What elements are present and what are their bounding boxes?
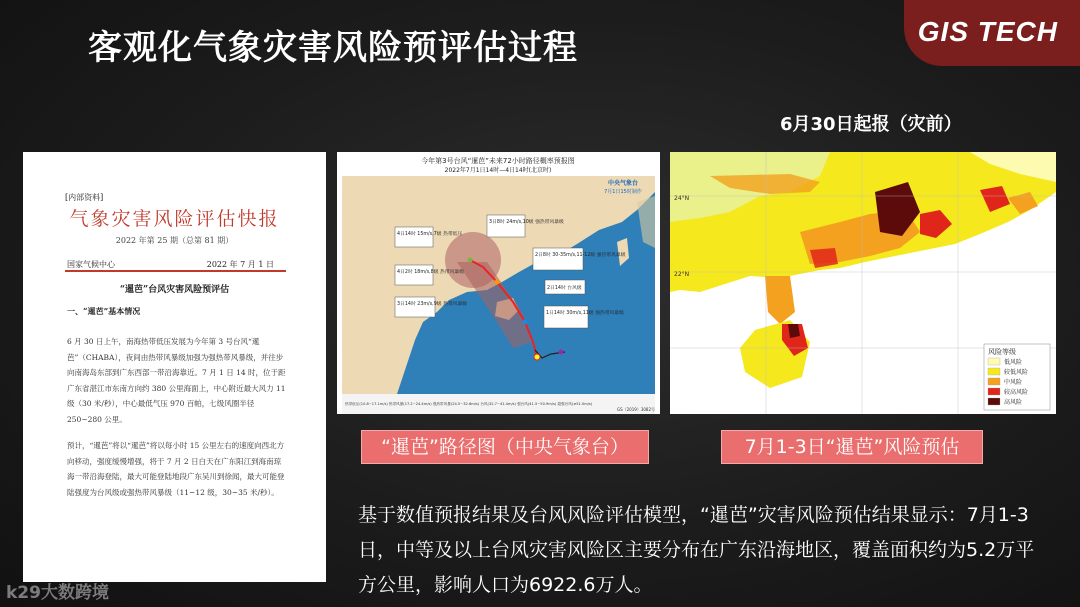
risk-legend <box>984 344 1050 410</box>
legend-title: 风险等级 <box>988 348 1016 356</box>
lat-label-22: 22°N <box>674 271 690 278</box>
track-map-caption: “暹芭”路径图（中央气象台） <box>361 430 649 464</box>
risk-map-caption: 7月1-3日“暹芭”风险预估 <box>721 430 983 464</box>
doc-date: 2022 年 7 月 1 日 <box>206 260 274 269</box>
track-label-4: 2日8时 30-35m/s,11-12级 强热带风暴级 <box>535 253 626 258</box>
doc-title: 气象灾害风险评估快报 <box>69 208 280 230</box>
track-label-1: 3日8时 24m/s,10级 强热带风暴级 <box>489 220 564 225</box>
track-agency: 中央气象台 <box>607 180 639 187</box>
track-label-6: 1日14时 30m/s,11级 强热带风暴级 <box>546 311 624 316</box>
doc-tag: [内部资料] <box>65 193 104 202</box>
track-legend: 热带低压(10.8~17.1m/s) 热带风暴(17.2~24.4m/s) 强热带风暴(24.5~32.6m/s) 台风(32.7~41.4m/s) 强台风(41.5~50.9m/s) 超强台风(≥51.0m/s) <box>345 402 593 406</box>
legend-low: 低风险 <box>1004 359 1023 366</box>
track-label-2: 4日14时 15m/s,7级 热带低压 <box>397 232 463 237</box>
legend-higher: 较高风险 <box>1004 389 1029 396</box>
doc-issue: 2022 年第 25 期（总第 81 期） <box>115 236 234 245</box>
legend-lower: 较低风险 <box>1004 369 1029 376</box>
track-map-code: GS（2019）3082号 <box>617 407 655 412</box>
summary-text: 基于数值预报结果及台风风险评估模型，“暹芭”灾害风险预估结果显示：7月1-3日，中等及以上台风灾害风险区主要分布在广东沿海地区，覆盖面积约为5.2万平方公里，影响人口为6922.6万人。 <box>358 504 1035 596</box>
brand-logo: GIS TECH <box>917 16 1058 47</box>
doc-divider <box>65 270 286 272</box>
track-label-5: 2日14时 台风级 <box>547 286 582 291</box>
doc-subtitle: “暹芭”台风灾害风险预评估 <box>119 285 230 295</box>
doc-section-heading: 一、“暹芭”基本情况 <box>67 306 141 316</box>
lat-label-24: 24°N <box>674 195 690 202</box>
legend-medium: 中风险 <box>1004 379 1023 386</box>
typhoon-risk-map <box>670 152 1056 414</box>
doc-organization: 国家气候中心 <box>67 260 115 269</box>
typhoon-track-map <box>337 152 660 414</box>
track-title-2: 2022年7月1日14时—4日14时(北京时) <box>444 167 552 174</box>
track-agency-time: 7月1日15时制作 <box>604 189 642 195</box>
track-label-7: 3日14时 23m/s,9级 热带风暴级 <box>397 302 468 307</box>
track-title-1: 今年第3号台风“暹芭”未来72小时路径概率预报图 <box>421 157 575 165</box>
assessment-report-document <box>23 152 326 582</box>
track-label-3: 4日2时 18m/s,8级 热带风暴级 <box>397 270 464 275</box>
doc-paragraph-1: 6 月 30 日上午，南海热带低压发展为今年第 3 号台风“暹芭”（CHABA），夜间由热带风暴级加强为强热带风暴级，并往步向南海岛东部到广东西部一带沿海靠近。7 月 1 日 14 时，位于距广东省湛江市东南方向约 380 公里海面上，中心附近最大风力 11 级（30 米/秒），中心最低气压 970 百帕，七级风圈半径 250~280 公里。 <box>67 337 286 424</box>
doc-paragraph-2: 预计，“暹芭”将以“暹芭”将以每小时 15 公里左右的速度向西北方向移动，强度缓慢增强，将于 7 月 2 日白天在广东阳江到海南琼海一带沿海登陆，最大可能登陆地段广东吴川到徐闻，最大可能登陆强度为台风级或强热带风暴级（11~12 级，30~35 米/秒）。 <box>67 441 285 497</box>
forecast-date-label: 6月30日起报（灾前） <box>780 114 962 135</box>
page-title: 客观化气象灾害风险预评估过程 <box>88 28 578 68</box>
legend-high: 高风险 <box>1004 399 1023 406</box>
watermark: k29大数跨境 <box>6 583 109 603</box>
